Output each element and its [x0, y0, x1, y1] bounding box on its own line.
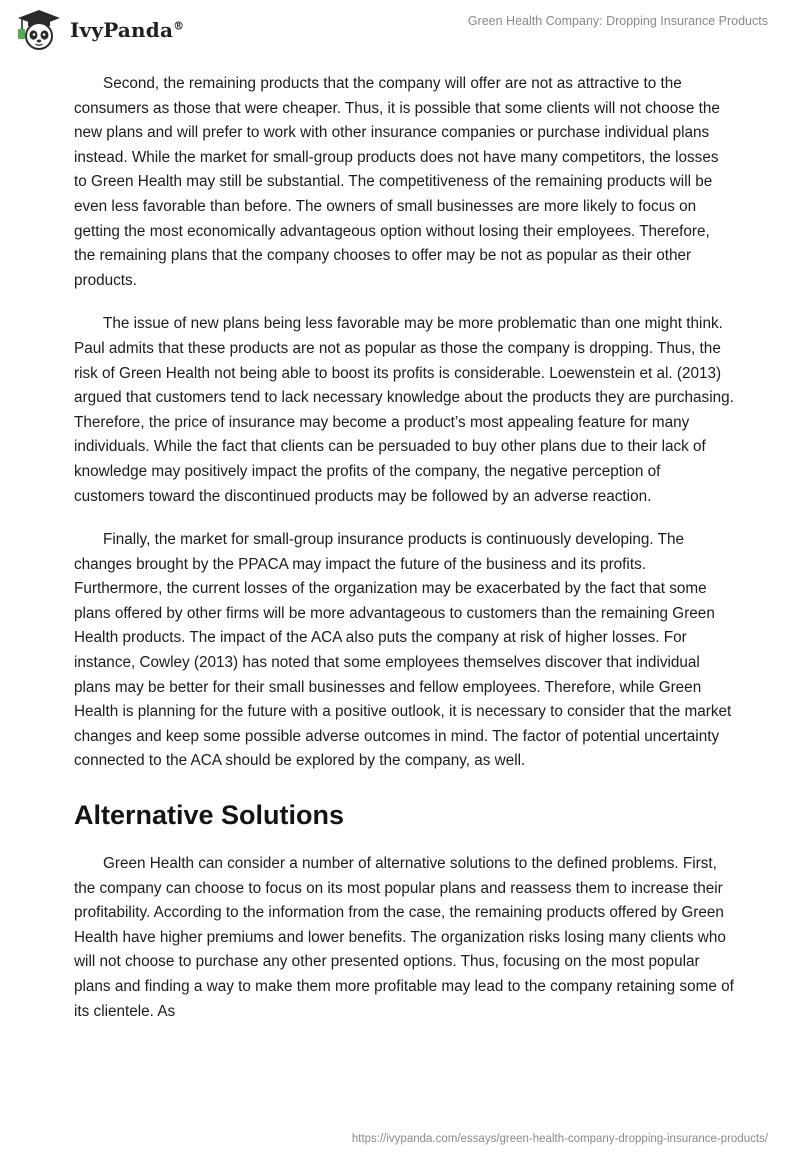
paragraph: Second, the remaining products that the company will offer are not as attractive to the consumers as those that were cheaper. Thus, it is possible that some clients will not choose the new plans and will prefer to work with other insurance companies or purchase individual plans instead. While the market for small-group products does not have many competitors, the losses to Green Health may still be substantial. The competitiveness of the remaining products will be even less favorable than before. The owners of small businesses are more likely to focus on getting the most economically advantageous option without losing their employees. Therefore, the remaining plans that the company chooses to offer may be not as popular as their other products.	[74, 75, 720, 289]
section-heading: Alternative Solutions	[74, 800, 345, 831]
essay-body	[74, 72, 734, 1043]
registered-mark: ®	[173, 19, 185, 33]
paragraph: Green Health can consider a number of alternative solutions to the defined problems. First, the company can choose to focus on its most popular plans and reassess them to increase their profitability. According to the information from the case, the remaining products offered by Green Health have higher premiums and lower benefits. The organization risks losing many clients who will not choose to purchase any other presented options. Thus, focusing on the most popular plans and finding a way to make them more profitable may lead to the company retaining some of its clientele. As	[74, 855, 734, 1020]
page-header	[0, 0, 800, 62]
paragraph: The issue of new plans being less favorable may be more problematic than one might think. Paul admits that these products are not as popular as those the company is dropping. Thus, the risk of Green Health not being able to boost its profits is considerable. Loewenstein et al. (2013) argued that customers tend to lack necessary knowledge about the products they are purchasing. Therefore, the price of insurance may become a product’s most appealing feature for many individuals. While the fact that clients can be persuaded to buy other plans due to their lack of knowledge may positively impact the profits of the company, the negative perception of customers toward the discontinued products may be followed by an adverse reaction.	[74, 315, 734, 505]
document-title: Green Health Company: Dropping Insurance Products	[467, 14, 768, 28]
paragraph: Finally, the market for small-group insurance products is continuously developing. The changes brought by the PPACA may impact the future of the business and its profits. Furthermore, the current losses of the organization may be exacerbated by the fact that some plans offered by other firms will be more advantageous to customers than the remaining Green Health products. The impact of the ACA also puts the company at risk of higher losses. For instance, Cowley (2013) has noted that some employees themselves discover that individual plans may be better for their small businesses and fellow employees. Therefore, while Green Health is planning for the future with a positive outlook, it is necessary to consider that the market changes and keep some possible adverse outcomes in mind. The factor of potential uncertainty connected to the ACA should be explored by the company, as well.	[74, 531, 732, 770]
panda-icon	[14, 8, 64, 52]
source-url[interactable]: https://ivypanda.com/essays/green-health-company-dropping-insurance-products/	[351, 1133, 768, 1145]
logo-wordmark: IvyPanda®	[70, 18, 185, 42]
ivypanda-logo[interactable]	[14, 8, 184, 52]
